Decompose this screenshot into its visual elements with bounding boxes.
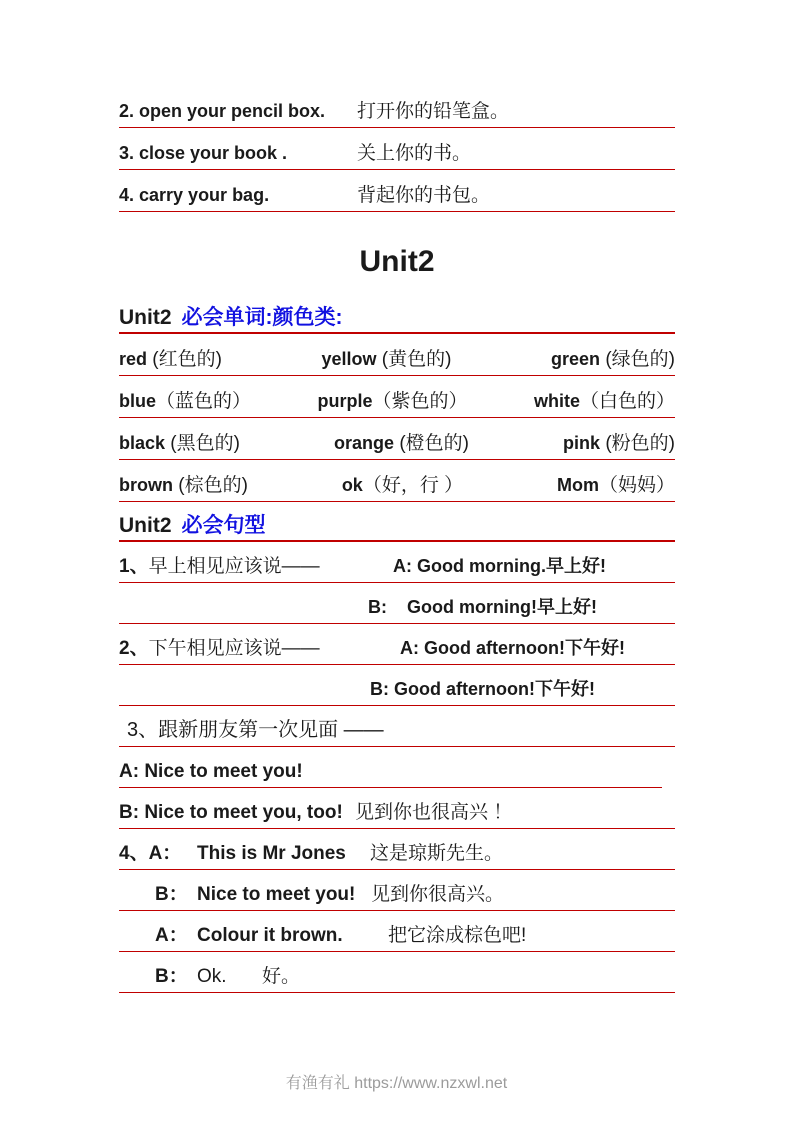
sentence-speaker: A：: [155, 925, 188, 946]
word-cell: [317, 386, 467, 417]
heading-unit-label: Unit2: [119, 306, 172, 329]
sentence-en: Nice to meet you!: [197, 884, 356, 905]
heading-topic-label: 必会句型: [181, 514, 266, 537]
sentence-reply: B: Good morning!早上好!: [368, 597, 597, 617]
sentence-prompt: 下午相见应该说——: [148, 638, 320, 659]
sentence-en: This is Mr Jones: [197, 843, 346, 864]
page-footer: 有渔有礼 https://www.nzxwl.net: [285, 1075, 508, 1092]
word-en: purple: [317, 391, 373, 411]
sentence-zh: 见到你也很高兴 ！: [355, 802, 513, 823]
sentence-row: [119, 706, 675, 747]
sentence-reply: A: Good morning.早上好!: [393, 556, 606, 576]
word-en: orange: [334, 433, 395, 453]
sentence-prompt: 早上相见应该说——: [148, 556, 320, 577]
sentence-zh: 见到你很高兴。: [371, 884, 505, 905]
word-en: brown: [119, 475, 173, 495]
phrase-zh: 背起你的书包。: [357, 185, 491, 206]
sentence-speaker: B：: [155, 884, 188, 905]
word-cell: [322, 344, 452, 375]
word-zh: (黑色的): [165, 433, 240, 454]
word-zh: (棕色的): [173, 475, 248, 496]
sentence-row: [119, 665, 675, 706]
top-margin: [119, 0, 675, 86]
word-cell: [119, 428, 240, 459]
sentence-zh: 好。: [262, 966, 301, 987]
sentence-number: 2、: [119, 638, 149, 659]
word-en: black: [119, 433, 166, 453]
word-cell: [334, 428, 469, 459]
phrase-en: 2. open your pencil box.: [119, 101, 326, 121]
word-zh: (粉色的): [600, 433, 675, 454]
sentence-row: [119, 788, 675, 829]
word-en: pink: [563, 433, 601, 453]
word-row: [119, 418, 675, 460]
section-heading-sentences: [119, 502, 675, 542]
sentence-en: B: Nice to meet you, too!: [119, 802, 343, 823]
sentence-en: Ok.: [197, 966, 227, 987]
sentence-row: [119, 870, 675, 911]
sentence-en: Colour it brown.: [197, 925, 343, 946]
section-heading-words: [119, 280, 675, 334]
word-zh: (黄色的): [376, 349, 452, 370]
word-zh: （好，行 ）: [362, 475, 464, 496]
sentence-number: 4、A：: [119, 843, 182, 864]
word-en: red: [119, 349, 148, 369]
word-zh: （紫色的）: [372, 391, 468, 412]
sentence-reply: B: Good afternoon!下午好!: [370, 679, 595, 699]
document-body: [119, 0, 675, 993]
sentence-en: A: Nice to meet you!: [119, 761, 303, 782]
word-cell: [557, 470, 675, 501]
sentence-row: [119, 583, 675, 624]
heading-unit-label: Unit2: [119, 514, 172, 537]
word-row: [119, 376, 675, 418]
sentence-row: [119, 747, 662, 788]
sentence-row: [119, 829, 675, 870]
word-cell: [534, 386, 675, 417]
sentence-speaker: B：: [155, 966, 188, 987]
word-zh: （蓝色的）: [156, 391, 252, 412]
phrase-en: 3. close your book .: [119, 143, 288, 163]
unit-title: Unit2: [359, 245, 435, 278]
word-cell: [551, 344, 675, 375]
sentence-zh: 把它涂成棕色吧!: [388, 925, 527, 946]
sentence-prompt: 3、跟新朋友第一次见面 ——: [127, 719, 384, 741]
word-cell: [119, 344, 222, 375]
sentence-row: [119, 542, 675, 583]
heading-topic-label: 必会单词:颜色类:: [181, 306, 343, 329]
sentence-zh: 这是琼斯先生。: [370, 843, 504, 864]
phrase-row: [119, 170, 675, 212]
phrase-zh: 关上你的书。: [357, 143, 472, 164]
word-row: [119, 460, 675, 502]
word-en: white: [533, 391, 580, 411]
sentence-reply: A: Good afternoon!下午好!: [400, 638, 625, 658]
word-en: yellow: [321, 349, 377, 369]
sentence-row: [119, 952, 675, 993]
word-zh: （妈妈）: [598, 475, 675, 496]
word-en: Mom: [556, 475, 599, 495]
word-zh: (红色的): [147, 349, 222, 370]
word-zh: (绿色的): [600, 349, 675, 370]
word-en: green: [551, 349, 601, 369]
word-cell: [342, 470, 463, 501]
phrase-row: [119, 128, 675, 170]
word-cell: [119, 470, 248, 501]
phrase-en: 4. carry your bag.: [119, 185, 270, 205]
sentence-row: [119, 911, 675, 952]
sentence-row: [119, 624, 675, 665]
word-en: ok: [341, 475, 363, 495]
word-en: blue: [119, 391, 157, 411]
word-zh: （白色的）: [579, 391, 675, 412]
word-zh: (橙色的): [394, 433, 469, 454]
word-cell: [119, 386, 251, 417]
word-cell: [563, 428, 675, 459]
phrase-row: [119, 86, 675, 128]
sentence-number: 1、: [119, 556, 149, 577]
word-row: [119, 334, 675, 376]
phrase-zh: 打开你的铅笔盒。: [357, 101, 510, 122]
